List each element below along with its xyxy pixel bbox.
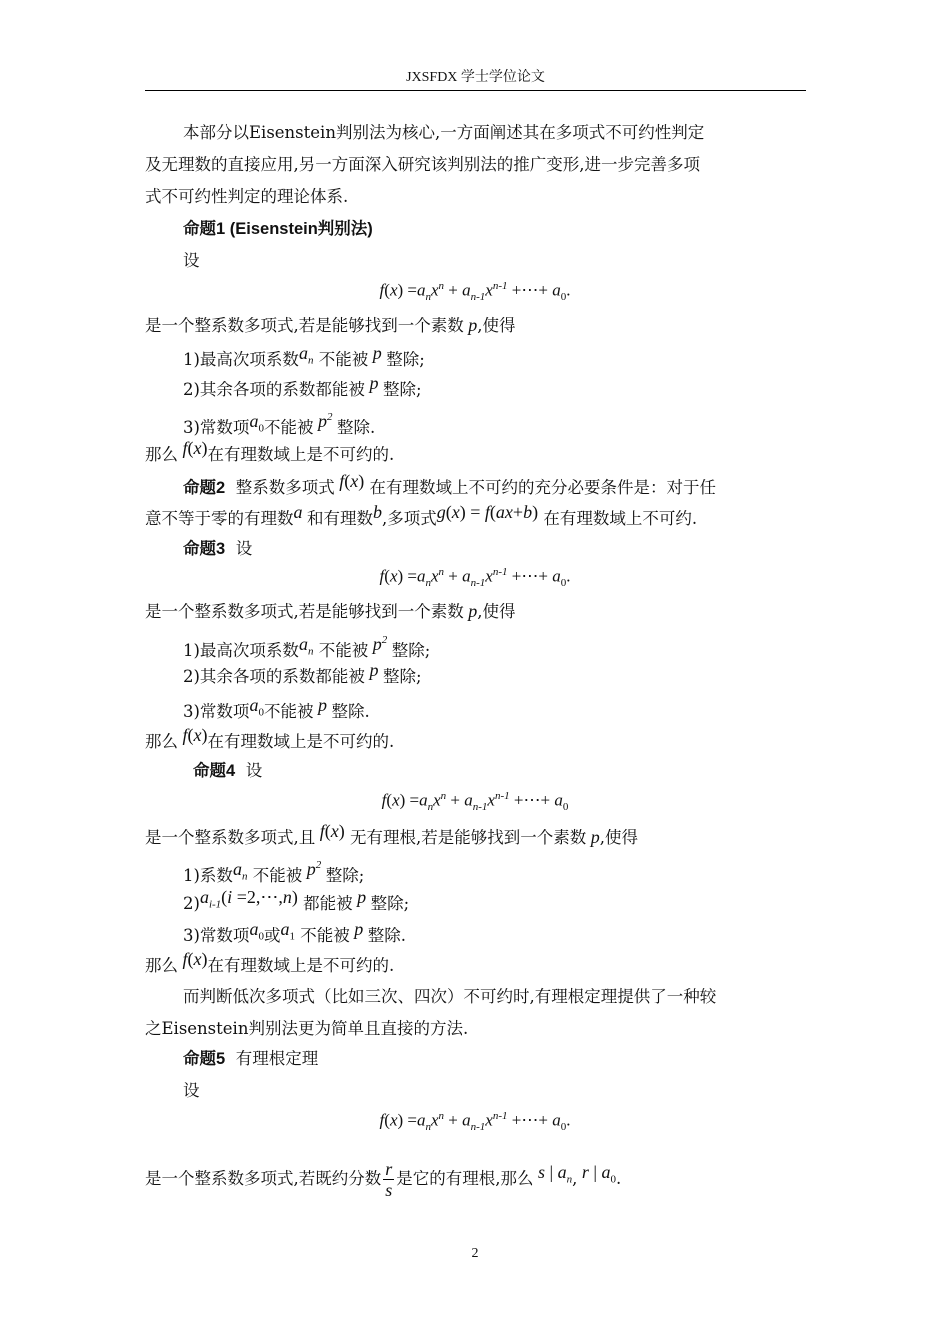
- prop1-conclusion: 那么 f(x)在有理数域上是不可约的.: [145, 438, 395, 464]
- prop3-cond-3: 3)常数项$a_0$不能被 p 整除.: [183, 695, 370, 721]
- prop1-formula: $f(x) =a_nx^n + a_{n-1}x^{n-1}$ +⋯+ $a_0$.: [379, 280, 571, 304]
- prop2-line-2: 意不等于零的有理数a 和有理数b,多项式g(x) = f(ax+b) 在有理数域上不可约.: [145, 502, 698, 528]
- prop3-statement: 是一个整系数多项式,若是能够找到一个素数 p,使得: [145, 601, 516, 621]
- prop1-statement: 是一个整系数多项式,若是能够找到一个素数 p,使得: [145, 315, 516, 335]
- prop4-statement: 是一个整系数多项式,且 f(x) 无有理根,若是能够找到一个素数 p,使得: [145, 821, 639, 847]
- prop1-title: 命题1 (Eisenstein判别法): [183, 220, 373, 238]
- transition-line-2: 之Eisenstein判别法更为简单且直接的方法.: [145, 1019, 469, 1038]
- prop3-conclusion: 那么 f(x)在有理数域上是不可约的.: [145, 725, 395, 751]
- running-header: JXSFDX 学士学位论文: [406, 70, 545, 85]
- prop2-line-1: 命题2 整系数多项式 f(x) 在有理数域上不可约的充分必要条件是：对于任: [183, 471, 716, 497]
- prop5-title: 命题5 有理根定理: [183, 1049, 319, 1068]
- prop4-formula: $f(x) =a_nx^n + a_{n-1}x^{n-1}$ +⋯+ $a_0$: [381, 790, 569, 814]
- header-rule: [145, 90, 806, 91]
- prop4-cond-1: 1)系数$a_n$ 不能被 $p^2$ 整除;: [183, 859, 365, 885]
- prop1-cond-3: 3)常数项$a_0$不能被 $p^2$ 整除.: [183, 411, 376, 437]
- prop1-cond-2: 2)其余各项的系数都能被 p 整除;: [183, 373, 422, 399]
- prop5-she: 设: [183, 1081, 200, 1100]
- prop4-title: 命题4 设: [193, 761, 263, 780]
- prop1-she: 设: [183, 251, 200, 270]
- prop5-formula: $f(x) =a_nx^n + a_{n-1}x^{n-1}$ +⋯+ $a_0$.: [379, 1110, 571, 1134]
- prop4-conclusion: 那么 f(x)在有理数域上是不可约的.: [145, 949, 395, 975]
- prop5-statement: 是一个整系数多项式,若既约分数 $\frac{r}{s}$ 是它的有理根,那么 s | $a_n$, r | $a_0$.: [145, 1159, 622, 1200]
- transition-line-1: 而判断低次多项式（比如三次、四次）不可约时,有理根定理提供了一种较: [183, 987, 717, 1006]
- fraction-r-over-s: $\frac{r}{s}$: [385, 1159, 393, 1200]
- prop1-cond-1: 1)最高次项系数$a_n$ 不能被 p 整除;: [183, 343, 425, 369]
- prop4-cond-2: $2)a_{i-1}(i$ =2,⋯,n) 都能被 p 整除;: [183, 887, 410, 913]
- intro-line-2: 及无理数的直接应用,另一方面深入研究该判别法的推广变形,进一步完善多项: [145, 155, 700, 174]
- prop3-cond-1: 1)最高次项系数$a_n$ 不能被 $p^2$ 整除;: [183, 634, 431, 660]
- prop3-title: 命题3 设: [183, 539, 253, 558]
- prop3-cond-2: 2)其余各项的系数都能被 p 整除;: [183, 660, 422, 686]
- page-number: 2: [471, 1246, 479, 1261]
- prop4-cond-3: 3)常数项$a_0$或$a_1$ 不能被 p 整除.: [183, 919, 406, 945]
- intro-line-3: 式不可约性判定的理论体系.: [145, 187, 349, 206]
- prop3-formula: $f(x) =a_nx^n + a_{n-1}x^{n-1}$ +⋯+ $a_0$.: [379, 566, 571, 590]
- intro-line-1: 本部分以Eisenstein判别法为核心,一方面阐述其在多项式不可约性判定: [183, 123, 705, 142]
